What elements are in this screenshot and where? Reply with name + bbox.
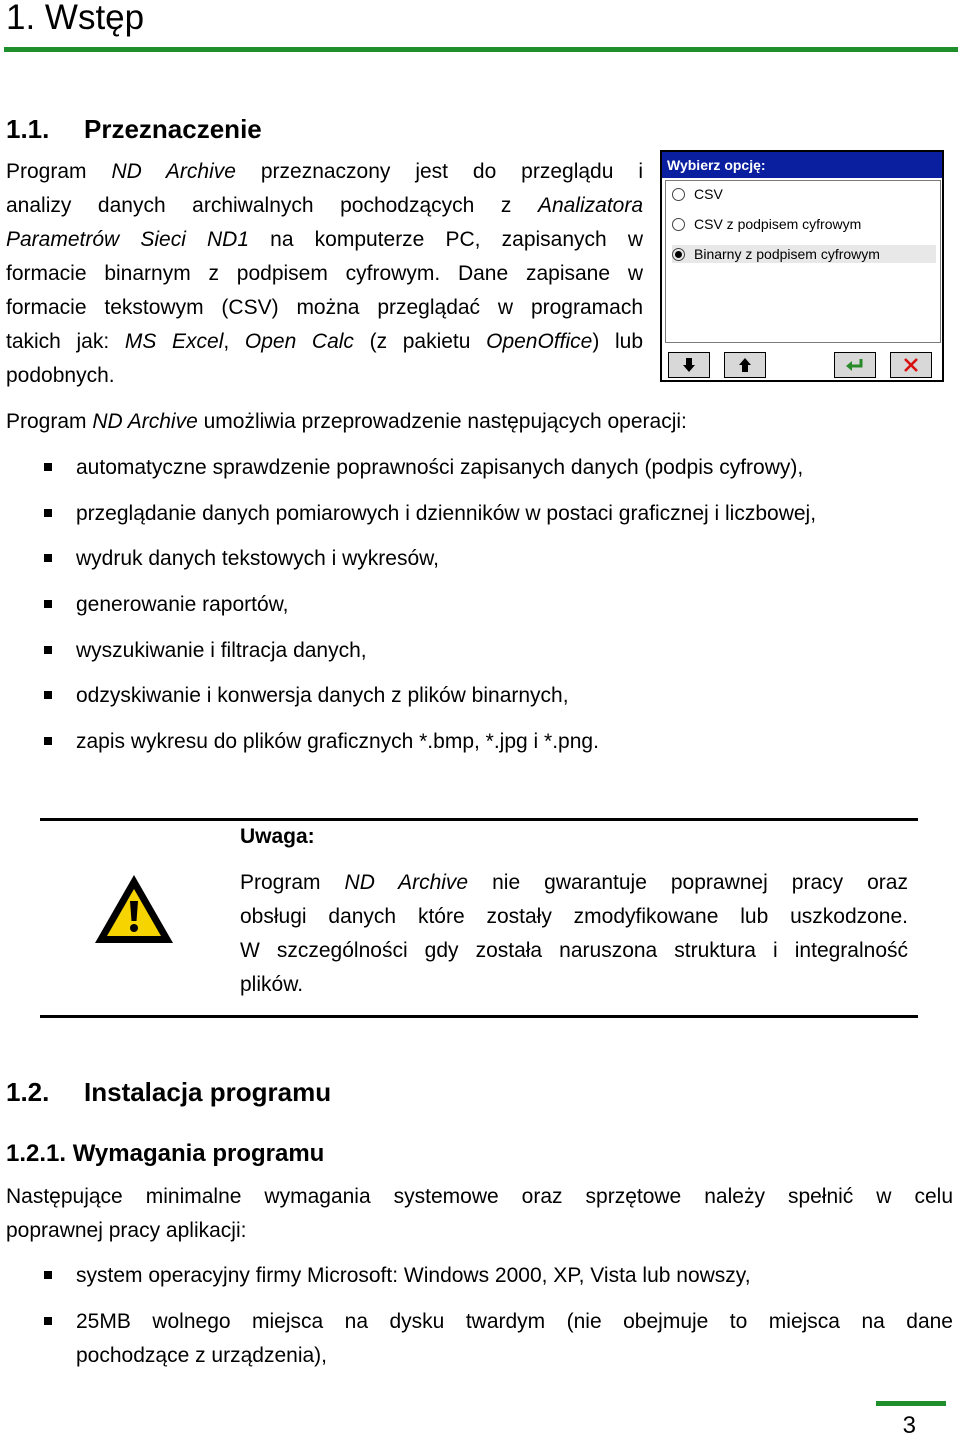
subsection-heading-1-2-1: 1.2.1. Wymagania programu bbox=[6, 1140, 325, 1167]
dialog-option-list bbox=[665, 180, 941, 343]
list-item: odzyskiwanie i konwersja danych z plików binarnych, bbox=[6, 679, 946, 725]
warning-bottom-rule bbox=[40, 1015, 918, 1018]
cancel-button[interactable] bbox=[890, 352, 932, 378]
requirements-list bbox=[6, 1259, 953, 1373]
close-icon bbox=[903, 357, 919, 373]
text-line: obsługi danych które zostały zmodyfikowane lub uszkodzone. bbox=[240, 905, 908, 928]
operations-intro bbox=[6, 405, 687, 439]
section-heading-1-2 bbox=[6, 1075, 331, 1109]
text-line: Parametrów Sieci ND1 na komputerze PC, zapisanych w bbox=[6, 228, 644, 251]
requirements-intro bbox=[6, 1180, 953, 1248]
text-line: poprawnej pracy aplikacji: bbox=[6, 1219, 247, 1242]
chapter-title: 1. Wstęp bbox=[6, 0, 145, 37]
section-title: Instalacja programu bbox=[84, 1077, 332, 1107]
list-item-text: system operacyjny firmy Microsoft: Windows 2000, XP, Vista lub nowszy, bbox=[76, 1264, 751, 1287]
intro-lines bbox=[6, 155, 643, 393]
text-line: takich jak: MS Excel, Open Calc (z pakietu OpenOffice) lub bbox=[6, 330, 644, 353]
option-csv[interactable] bbox=[672, 185, 723, 203]
text-line: Program ND Archive przeznaczony jest do przeglądu i bbox=[6, 160, 643, 183]
list-item: automatyczne sprawdzenie poprawności zapisanych danych (podpis cyfrowy), bbox=[6, 451, 946, 497]
page-number-rule bbox=[876, 1401, 946, 1406]
text-line: plików. bbox=[240, 973, 304, 996]
list-item: przeglądanie danych pomiarowych i dzienników w postaci graficznej i liczbowej, bbox=[6, 497, 946, 543]
list-item: generowanie raportów, bbox=[6, 588, 946, 634]
section-number: 1.1. bbox=[6, 114, 50, 144]
intro-paragraph bbox=[6, 155, 643, 393]
page-number: 3 bbox=[902, 1412, 916, 1439]
section-title: Przeznaczenie bbox=[84, 114, 262, 144]
radio-selected-icon[interactable] bbox=[672, 248, 685, 261]
export-options-dialog bbox=[660, 150, 944, 382]
section-number: 1.2. bbox=[6, 1077, 50, 1107]
enter-icon bbox=[845, 357, 865, 373]
chapter-rule bbox=[4, 47, 958, 52]
option-csv-signed[interactable] bbox=[672, 215, 861, 233]
list-item: wyszukiwanie i filtracja danych, bbox=[6, 634, 946, 680]
list-item: zapis wykresu do plików graficznych *.bmp, *.jpg i *.png. bbox=[6, 725, 946, 771]
warning-icon bbox=[92, 872, 176, 951]
radio-icon[interactable] bbox=[672, 218, 685, 231]
list-item bbox=[6, 1259, 953, 1305]
list-item-text: 25MB wolnego miejsca na dysku twardym (nie obejmuje to miejsca na dane bbox=[76, 1309, 953, 1333]
dialog-title: Wybierz opcję: bbox=[662, 152, 942, 178]
operations-intro-text: Program ND Archive umożliwia przeprowadzenie następujących operacji: bbox=[6, 410, 687, 433]
option-binary-signed[interactable] bbox=[672, 245, 936, 263]
list-item: wydruk danych tekstowych i wykresów, bbox=[6, 542, 946, 588]
text-line: Program ND Archive nie gwarantuje poprawnej pracy oraz bbox=[240, 871, 908, 894]
confirm-button[interactable] bbox=[834, 352, 876, 378]
text-line: Następujące minimalne wymagania systemowe oraz sprzętowe należy spełnić w celu bbox=[6, 1185, 953, 1208]
text-line: W szczególności gdy została naruszona struktura i integralność bbox=[240, 939, 908, 962]
list-item bbox=[6, 1305, 953, 1373]
warning-label: Uwaga: bbox=[240, 825, 315, 848]
arrow-up-icon bbox=[737, 357, 753, 373]
text-line: formacie binarnym z podpisem cyfrowym. Dane zapisane w bbox=[6, 262, 643, 285]
list-item-text: pochodzące z urządzenia), bbox=[76, 1343, 327, 1367]
warning-text bbox=[240, 866, 908, 1002]
radio-icon[interactable] bbox=[672, 188, 685, 201]
move-down-button[interactable] bbox=[668, 352, 710, 378]
operations-list bbox=[6, 451, 946, 771]
text-line: formacie tekstowym (CSV) można przeglądać w programach bbox=[6, 296, 643, 319]
warning-top-rule bbox=[40, 818, 918, 821]
option-label: Binarny z podpisem cyfrowym bbox=[694, 246, 880, 262]
option-label: CSV bbox=[694, 186, 723, 202]
arrow-down-icon bbox=[681, 357, 697, 373]
section-heading-1-1 bbox=[6, 112, 262, 146]
option-label: CSV z podpisem cyfrowym bbox=[694, 216, 862, 232]
text-line: analizy danych archiwalnych pochodzących z Analizatora bbox=[6, 194, 643, 217]
move-up-button[interactable] bbox=[724, 352, 766, 378]
text-line: podobnych. bbox=[6, 364, 115, 387]
